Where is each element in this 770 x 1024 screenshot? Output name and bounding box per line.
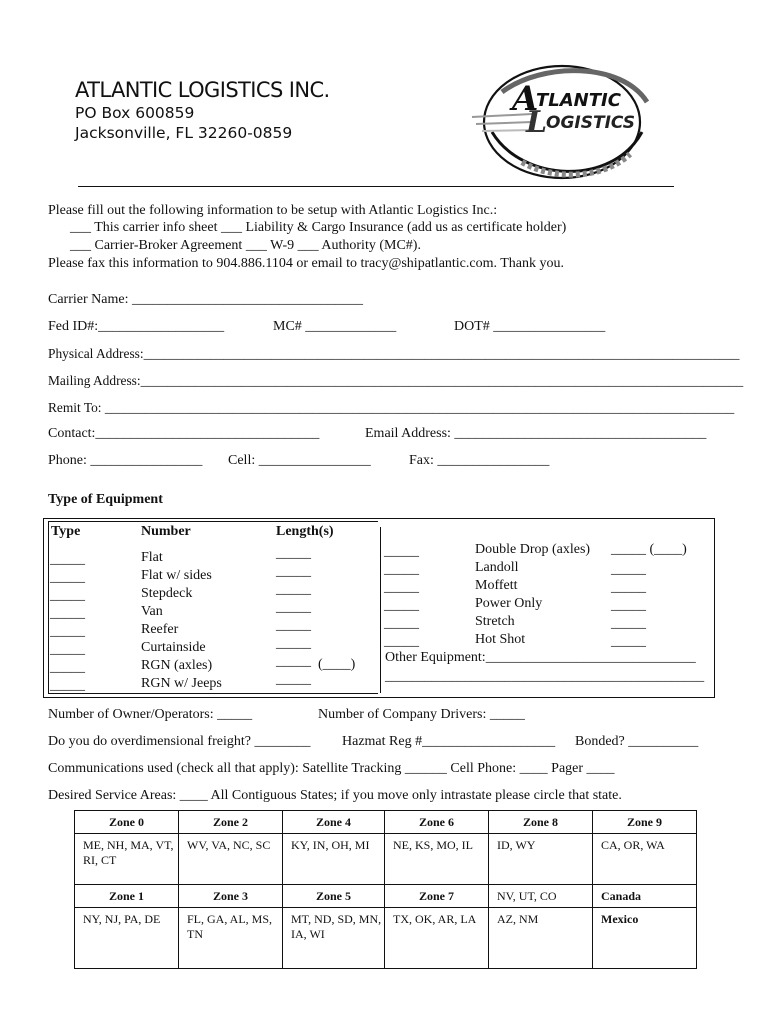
equipment-length-blank[interactable]: _____ <box>276 564 311 579</box>
logo-initial-a: A <box>512 79 539 119</box>
mc-field[interactable]: MC# _____________ <box>273 319 397 334</box>
zone-states[interactable]: FL, GA, AL, MS, TN <box>179 908 283 969</box>
equipment-type-blank[interactable]: _____ <box>384 580 419 595</box>
equipment-type-blank[interactable]: _____ <box>50 552 85 567</box>
communications-field[interactable]: Communications used (check all that apply): Satellite Tracking ______ Cell Phone: ____ Pager ____ <box>48 761 615 776</box>
equipment-type-blank[interactable]: _____ <box>50 570 85 585</box>
equipment-length-blank[interactable]: _____ <box>611 580 646 595</box>
zones-row-2-vals <box>75 908 697 969</box>
equipment-label: Van <box>141 604 163 619</box>
equipment-heading: Type of Equipment <box>48 492 163 507</box>
bonded-field[interactable]: Bonded? __________ <box>575 734 699 749</box>
intro-line-3: ___ Carrier-Broker Agreement ___ W-9 ___ Authority (MC#). <box>70 238 421 253</box>
zone-head: Zone 3 <box>179 885 283 908</box>
other-equipment-line[interactable]: ________________________________________________ <box>385 668 705 683</box>
equipment-type-blank[interactable]: _____ <box>50 606 85 621</box>
equipment-label: RGN (axles) <box>141 658 213 673</box>
intro-line-4: Please fax this information to 904.886.1104 or email to tracy@shipatlantic.com. Thank you. <box>48 256 565 271</box>
service-areas-field[interactable]: Desired Service Areas: ____ All Contiguous States; if you move only intrastate please circle that state. <box>48 788 622 803</box>
dot-field[interactable]: DOT# ________________ <box>454 319 606 334</box>
equipment-type-blank[interactable]: _____ <box>384 544 419 559</box>
intro-line-1: Please fill out the following information to be setup with Atlantic Logistics Inc.: <box>48 203 498 218</box>
col-type: Type <box>51 524 81 539</box>
zone-states[interactable]: ME, NH, MA, VT, RI, CT <box>75 834 179 885</box>
equipment-label: Flat <box>141 550 163 565</box>
equipment-label: Hot Shot <box>475 632 526 647</box>
header-divider <box>78 186 674 187</box>
zone-mexico[interactable]: Mexico <box>593 908 697 969</box>
zone-head: Zone 5 <box>283 885 385 908</box>
equipment-label: Stretch <box>475 614 515 629</box>
zone-head: Zone 1 <box>75 885 179 908</box>
company-name: ATLANTIC LOGISTICS INC. <box>75 78 330 102</box>
equipment-label: Double Drop (axles) <box>475 542 591 557</box>
col-length: Length(s) <box>276 524 334 539</box>
equipment-length-blank[interactable]: _____ <box>276 654 311 669</box>
equipment-divider <box>380 527 381 693</box>
zones-row-1-heads <box>75 811 697 834</box>
other-equipment-field[interactable]: Other Equipment:______________________________ <box>385 650 696 665</box>
zone-head: Zone 2 <box>179 811 283 834</box>
zones-row-2-heads <box>75 885 697 908</box>
equipment-label: Curtainside <box>141 640 206 655</box>
company-drivers-field[interactable]: Number of Company Drivers: _____ <box>318 707 525 722</box>
hazmat-field[interactable]: Hazmat Reg #___________________ <box>342 734 556 749</box>
equipment-label: Reefer <box>141 622 179 637</box>
equipment-type-blank[interactable]: _____ <box>50 642 85 657</box>
zone-head: Zone 6 <box>385 811 489 834</box>
fax-field[interactable]: Fax: ________________ <box>409 453 550 468</box>
zone-head: Zone 9 <box>593 811 697 834</box>
equipment-length-blank[interactable]: _____ <box>611 634 646 649</box>
owner-operators-field[interactable]: Number of Owner/Operators: _____ <box>48 707 253 722</box>
col-number: Number <box>141 524 191 539</box>
zone-states[interactable]: TX, OK, AR, LA <box>385 908 489 969</box>
equipment-type-blank[interactable]: _____ <box>384 634 419 649</box>
remit-to-field[interactable]: Remit To: ______________________________________________________________________________________________ <box>48 400 735 415</box>
equipment-label: RGN w/ Jeeps <box>141 676 222 691</box>
zone-states[interactable]: MT, ND, SD, MN, IA, WI <box>283 908 385 969</box>
contact-field[interactable]: Contact:________________________________ <box>48 426 320 441</box>
zones-table <box>74 810 697 969</box>
equipment-length-blank[interactable]: _____ <box>611 616 646 631</box>
equipment-length-blank[interactable]: _____ <box>276 546 311 561</box>
zone-head: Zone 8 <box>489 811 593 834</box>
atlantic-logistics-logo <box>462 62 662 188</box>
zone-states[interactable]: ID, WY <box>489 834 593 885</box>
address-line-2: Jacksonville, FL 32260-0859 <box>75 124 293 142</box>
zone-states[interactable]: NV, UT, CO <box>489 885 593 908</box>
logo-word-1: TLANTIC <box>536 90 621 111</box>
zones-row-1-vals <box>75 834 697 885</box>
equipment-label: Landoll <box>475 560 519 575</box>
equipment-type-blank[interactable]: _____ <box>384 598 419 613</box>
logo-word-2: OGISTICS <box>546 113 636 133</box>
overdimensional-field[interactable]: Do you do overdimensional freight? ________ <box>48 734 311 749</box>
equipment-label: Flat w/ sides <box>141 568 212 583</box>
equipment-length-blank[interactable]: _____ <box>276 600 311 615</box>
zone-states[interactable]: KY, IN, OH, MI <box>283 834 385 885</box>
zone-head: Zone 4 <box>283 811 385 834</box>
email-field[interactable]: Email Address: ____________________________________ <box>365 426 707 441</box>
equipment-length-blank[interactable]: _____ <box>611 598 646 613</box>
fed-id-field[interactable]: Fed ID#:__________________ <box>48 319 225 334</box>
equipment-type-blank[interactable]: _____ <box>50 678 85 693</box>
address-line-1: PO Box 600859 <box>75 104 195 122</box>
zone-states[interactable]: WV, VA, NC, SC <box>179 834 283 885</box>
equipment-length-blank[interactable]: _____ <box>276 618 311 633</box>
equipment-type-blank[interactable]: _____ <box>50 660 85 675</box>
equipment-length-blank[interactable]: _____ <box>276 636 311 651</box>
equipment-length-blank[interactable]: _____ <box>611 562 646 577</box>
equipment-label: Stepdeck <box>141 586 193 601</box>
double-drop-axles[interactable]: _____ (____) <box>611 542 687 557</box>
rgn-axles-field[interactable]: (____) <box>318 657 356 672</box>
zone-states[interactable]: AZ, NM <box>489 908 593 969</box>
mailing-address-field[interactable]: Mailing Address:__________________________________________________________________________________________ <box>48 373 744 388</box>
equipment-type-blank[interactable]: _____ <box>50 624 85 639</box>
logo-initial-l: L <box>526 105 548 140</box>
zone-states[interactable]: NE, KS, MO, IL <box>385 834 489 885</box>
equipment-length-blank[interactable]: _____ <box>276 582 311 597</box>
equipment-length-blank[interactable]: _____ <box>276 672 311 687</box>
zone-head: Zone 7 <box>385 885 489 908</box>
equipment-type-blank[interactable]: _____ <box>384 562 419 577</box>
equipment-type-blank[interactable]: _____ <box>50 588 85 603</box>
physical-address-field[interactable]: Physical Address:_________________________________________________________________________________________ <box>48 346 740 361</box>
intro-line-2: ___ This carrier info sheet ___ Liability & Cargo Insurance (add us as certificate holder) <box>70 220 567 235</box>
zone-canada[interactable]: Canada <box>593 885 697 908</box>
cell-field[interactable]: Cell: ________________ <box>228 453 371 468</box>
equipment-label: Moffett <box>475 578 518 593</box>
phone-field[interactable]: Phone: ________________ <box>48 453 203 468</box>
zone-states[interactable]: CA, OR, WA <box>593 834 697 885</box>
zone-head: Zone 0 <box>75 811 179 834</box>
carrier-name-field[interactable]: Carrier Name: _________________________________ <box>48 292 363 307</box>
equipment-type-blank[interactable]: _____ <box>384 616 419 631</box>
zone-states[interactable]: NY, NJ, PA, DE <box>75 908 179 969</box>
equipment-label: Power Only <box>475 596 543 611</box>
